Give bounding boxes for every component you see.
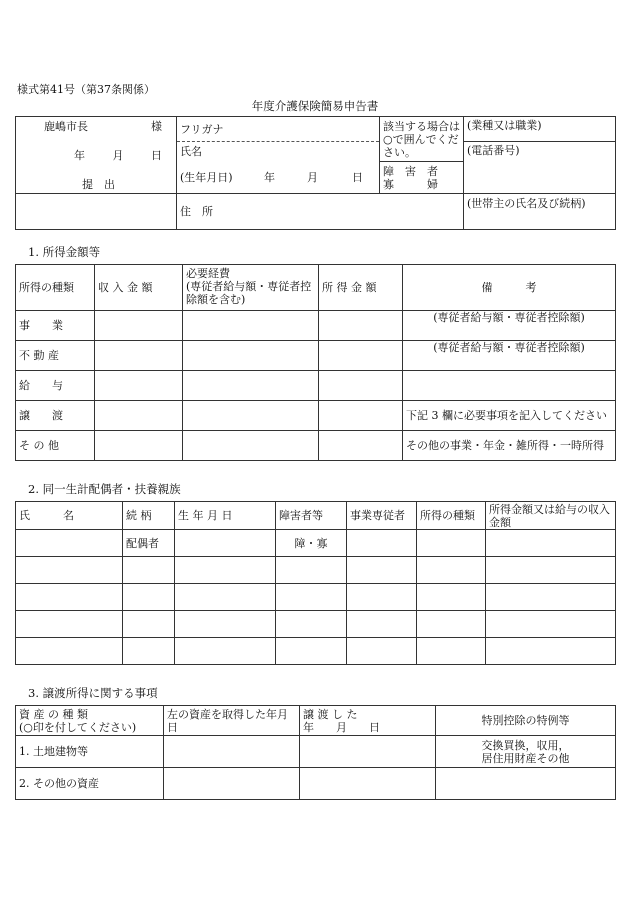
widow-label: 寡 婦 [383,177,438,191]
input-birthdate[interactable] [175,638,276,665]
householder-field[interactable]: (世帯主の氏名及び続柄) [464,194,616,230]
input-disabled[interactable] [276,611,347,638]
col-income-type: 所得の種類 [417,502,486,530]
input-revenue[interactable] [95,401,183,431]
input-worker[interactable] [347,584,417,611]
submit-label: 提 出 [82,177,115,191]
birthdate-field[interactable] [177,162,380,194]
input-amount[interactable] [486,611,616,638]
input-type[interactable] [417,530,486,557]
row-note: その他の事業・年金・雑所得・一時所得 [403,431,616,461]
input-name[interactable] [16,557,123,584]
day-label: 日 [151,148,162,162]
input-income[interactable] [319,341,403,371]
input-amount[interactable] [486,530,616,557]
input-amount[interactable] [486,638,616,665]
input-expenses[interactable] [183,341,319,371]
row-type-transfer: 譲 渡 [16,401,95,431]
input-relation[interactable] [123,584,175,611]
col-revenue: 収 入 金 額 [95,265,183,311]
input-revenue[interactable] [95,311,183,341]
input-birthdate[interactable] [175,557,276,584]
name-field[interactable]: 氏名 [177,142,380,162]
col-income-amount: 所 得 金 額 [319,265,403,311]
spouse-label: 配偶者 [123,530,175,557]
income-table [15,264,616,461]
input-revenue[interactable] [95,371,183,401]
input-transferred[interactable] [300,768,436,800]
col-remarks: 備 考 [403,265,616,311]
row-note: (専従者給与額・専従者控除額) [403,311,616,341]
row-type-salary: 給 与 [16,371,95,401]
row-note: (専従者給与額・専従者控除額) [403,341,616,371]
input-expenses[interactable] [183,401,319,431]
applicant-header [15,116,616,230]
input-income[interactable] [319,371,403,401]
phone-field[interactable]: (電話番号) [464,142,616,194]
input-worker[interactable] [347,638,417,665]
input-name[interactable] [16,611,123,638]
input-amount[interactable] [486,584,616,611]
input-acquired[interactable] [164,736,300,768]
year-label: 年 [74,148,85,162]
transfer-table [15,705,616,800]
circle-note: 該当する場合は○で囲んでください。 [380,117,464,162]
input-disabled[interactable] [276,638,347,665]
input-revenue[interactable] [95,341,183,371]
section3-heading: 3. 譲渡所得に関する事項 [28,686,158,700]
sama-label: 様 [151,119,162,133]
expenses-title: 必要経費 (専従者給与額・専従者控除額を含む) [186,267,312,306]
transfer-date-ymd: 年 月 日 [303,720,380,734]
mayor-label: 鹿嶋市長 [44,119,88,133]
input-worker[interactable] [347,611,417,638]
input-type[interactable] [417,557,486,584]
col-income-type: 所得の種類 [16,265,95,311]
input-expenses[interactable] [183,311,319,341]
input-transferred[interactable] [300,736,436,768]
input-birthdate[interactable] [175,530,276,557]
input-worker[interactable] [347,530,417,557]
special-deduction-options[interactable]: 交換買換，収用， 居住用財産その他 [436,736,616,768]
col-disabled: 障害者等 [276,502,347,530]
input-type[interactable] [417,584,486,611]
col-special-deduction: 特別控除の特例等 [436,706,616,736]
col-acquired-date: 左の資産を取得した年月日 [164,706,300,736]
row-note [403,371,616,401]
birthdate-label: (生年月日) [180,170,233,184]
input-revenue[interactable] [95,431,183,461]
input-type[interactable] [417,638,486,665]
row-type-realestate: 不 動 産 [16,341,95,371]
col-expenses [183,265,319,311]
input-name[interactable] [16,638,123,665]
form-id: 様式第41号（第37条関係） [17,83,155,96]
row-note: 下記 3 欄に必要事項を記入してください [403,401,616,431]
birth-year-label: 年 [264,170,275,184]
col-income-or-salary: 所得金額又は給与の収入金額 [486,502,616,530]
input-birthdate[interactable] [175,611,276,638]
input-name[interactable] [16,584,123,611]
row-type-business: 事 業 [16,311,95,341]
col-name: 氏 名 [16,502,123,530]
special-deduction-other[interactable] [436,768,616,800]
col-asset-kind: 資 産 の 種 類 (○印を付してください) [16,706,164,736]
col-family-worker: 事業専従者 [347,502,417,530]
birth-month-label: 月 [307,170,318,184]
asset-land-building: 1. 土地建物等 [16,736,164,768]
disabled-widow-cell[interactable] [380,162,464,194]
input-disabled[interactable] [276,584,347,611]
transfer-date-title: 譲 渡 し た [303,707,358,721]
section2-heading: 2. 同一生計配偶者・扶養親族 [28,482,181,496]
input-income[interactable] [319,401,403,431]
address-field[interactable]: 住 所 [177,194,464,230]
input-relation[interactable] [123,638,175,665]
col-birthdate: 生 年 月 日 [175,502,276,530]
occupation-field[interactable]: (業種又は職業) [464,117,616,142]
input-acquired[interactable] [164,768,300,800]
col-relation: 続 柄 [123,502,175,530]
input-relation[interactable] [123,557,175,584]
input-amount[interactable] [486,557,616,584]
submit-spacer [16,194,177,230]
page-title: 年度介護保険簡易申告書 [251,99,379,113]
asset-other: 2. その他の資産 [16,768,164,800]
dependents-table [15,501,616,665]
disabled-widow-label[interactable]: 障・寡 [276,530,347,557]
input-birthdate[interactable] [175,584,276,611]
furigana-field[interactable]: フリガナ [177,117,380,142]
row-type-other: そ の 他 [16,431,95,461]
month-label: 月 [112,148,124,162]
input-income[interactable] [319,431,403,461]
col-transfer-date [300,706,436,736]
input-name[interactable] [16,530,123,557]
input-expenses[interactable] [183,431,319,461]
input-expenses[interactable] [183,371,319,401]
disabled-label: 障 害 者 [383,164,438,178]
input-worker[interactable] [347,557,417,584]
mayor-cell [16,117,177,194]
birth-day-label: 日 [352,170,363,184]
input-type[interactable] [417,611,486,638]
input-disabled[interactable] [276,557,347,584]
section1-heading: 1. 所得金額等 [28,245,101,259]
input-relation[interactable] [123,611,175,638]
input-income[interactable] [319,311,403,341]
